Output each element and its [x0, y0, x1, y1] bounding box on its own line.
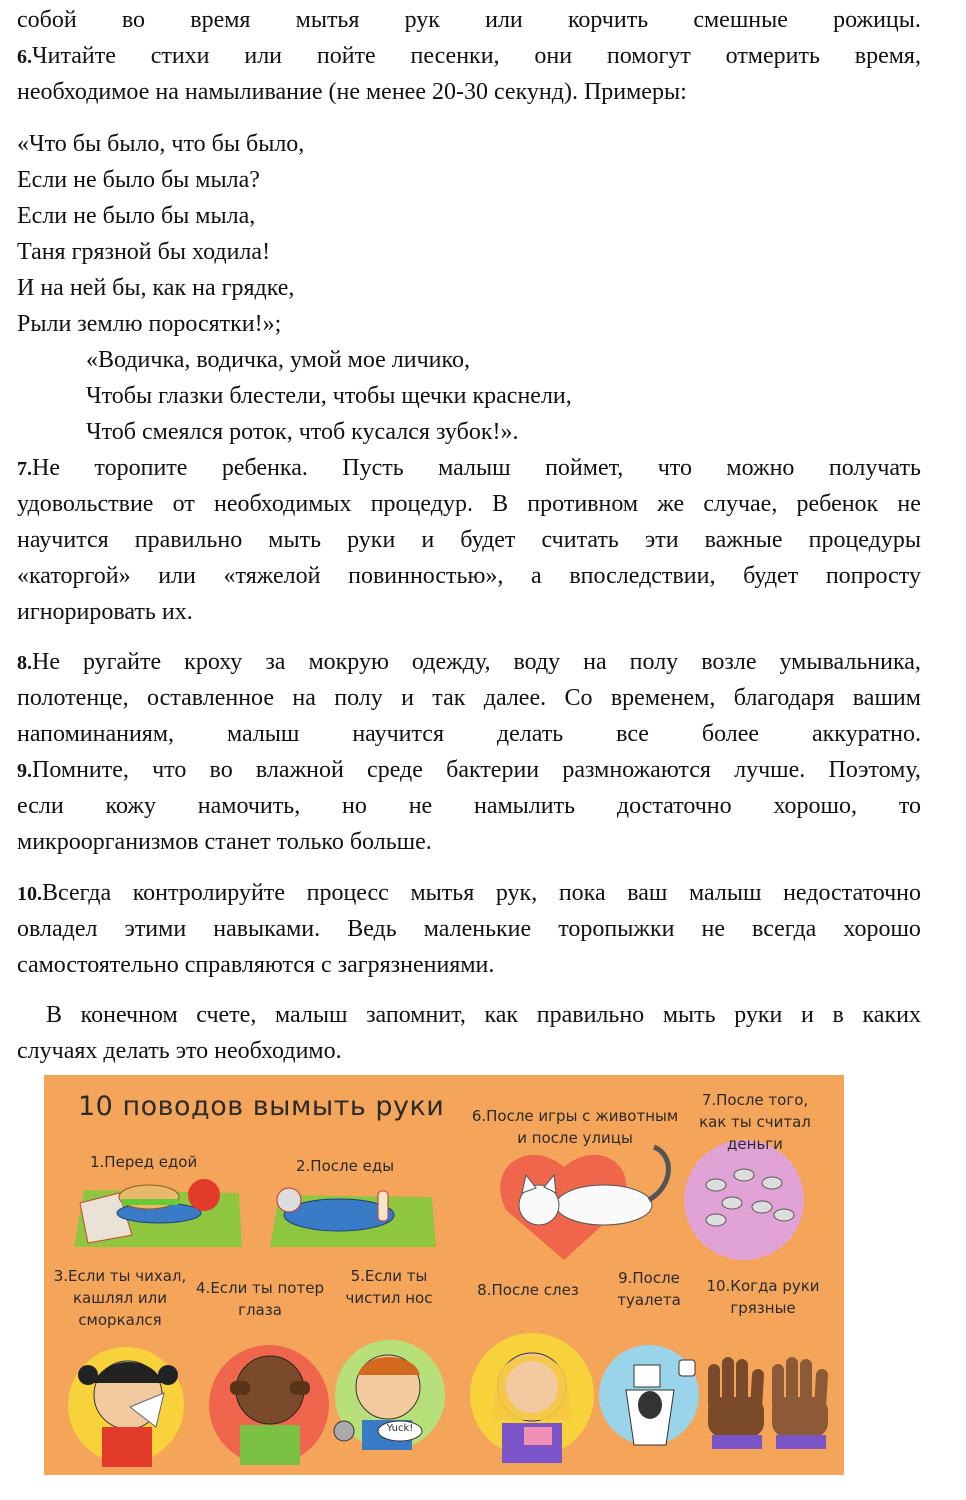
word: будет — [743, 563, 799, 589]
word: всегда — [752, 916, 817, 942]
word: на — [292, 685, 316, 711]
word: кроху — [184, 649, 243, 675]
word: же — [657, 491, 685, 517]
word: они — [534, 43, 573, 69]
word: мытья — [410, 880, 475, 906]
word-text: Всегда — [42, 880, 112, 906]
word-text: Читайте — [32, 43, 116, 69]
reason-7-label: 7.После того, как ты считал деньги — [699, 1091, 811, 1153]
word: намылить — [474, 793, 576, 819]
word: лучше. — [734, 757, 806, 783]
text-line — [17, 38, 921, 75]
word: «тяжелой — [223, 563, 321, 589]
text-line — [17, 522, 921, 558]
word: собой — [17, 7, 77, 33]
word: в — [832, 1002, 844, 1028]
word: напоминаниям, — [17, 721, 175, 747]
text-line: случаях делать это необходимо. — [17, 1038, 342, 1064]
word: недостаточно — [783, 880, 921, 906]
word: полу — [629, 649, 679, 675]
word: одежду, — [411, 649, 491, 675]
word: рожицы. — [833, 7, 921, 33]
word: аккуратно. — [811, 721, 921, 747]
word: смешные — [693, 7, 788, 33]
word: более — [701, 721, 760, 747]
word: вашим — [852, 685, 921, 711]
word: полу — [334, 685, 383, 711]
word: делать — [496, 721, 564, 747]
word: поймет, — [545, 455, 624, 481]
word: как — [484, 1002, 519, 1028]
word: полотенце, — [17, 685, 129, 711]
word: за — [265, 649, 286, 675]
text-line — [17, 486, 921, 522]
word: не — [897, 491, 921, 517]
toilet-illustration — [599, 1345, 699, 1445]
handwashing-infographic — [44, 1075, 844, 1475]
text-line: игнорировать их. — [17, 599, 193, 625]
word: В — [492, 491, 509, 517]
word: не — [701, 916, 725, 942]
word: противном — [527, 491, 639, 517]
reason-2-label: 2.После еды — [296, 1157, 395, 1175]
word: то — [898, 793, 921, 819]
word: навыками. — [213, 916, 321, 942]
text-line — [17, 680, 921, 716]
text-line: микроорганизмов станет только больше. — [17, 829, 432, 855]
word: или — [485, 7, 523, 33]
word: что — [152, 757, 187, 783]
poem-line: Чтобы глазки блестели, чтобы щечки краснели, — [86, 383, 572, 409]
word: и — [421, 527, 435, 553]
word: далее. — [483, 685, 547, 711]
text-line — [17, 752, 921, 789]
text-line — [17, 450, 921, 487]
text-line — [17, 2, 921, 38]
word: что — [657, 455, 692, 481]
reason-6-label: 6.После игры с животным и после улицы — [471, 1107, 679, 1147]
word: не — [408, 793, 433, 819]
word: временем, — [610, 685, 716, 711]
word: мокрую — [308, 649, 389, 675]
poem-line: Если не было бы мыла, — [17, 203, 256, 229]
boy-rubbing-eyes-illustration — [209, 1345, 329, 1465]
word: благодаря — [733, 685, 835, 711]
cat-illustration — [500, 1147, 668, 1260]
word: хорошо — [843, 916, 921, 942]
word: Поэтому, — [828, 757, 921, 783]
word-text: Помните, — [32, 757, 129, 783]
word: мыть — [268, 527, 322, 553]
word: маленькие — [423, 916, 532, 942]
yuck-speech-bubble: Yuck! — [386, 1423, 414, 1434]
text-line — [17, 716, 921, 752]
text-line — [17, 875, 921, 912]
word: влажной — [255, 757, 344, 783]
text-line — [17, 558, 921, 594]
word: научится — [352, 721, 444, 747]
word: Пусть — [342, 455, 404, 481]
word: впоследствии, — [569, 563, 716, 589]
word: если — [17, 793, 64, 819]
poem-line: Рыли землю поросятки!»; — [17, 311, 282, 337]
poem-line: Если не было бы мыла? — [17, 167, 260, 193]
text-line: самостоятельно справляются с загрязнениями. — [17, 952, 495, 978]
word: на — [583, 649, 607, 675]
item-number: 6. — [17, 46, 32, 68]
word: конечном — [80, 1002, 178, 1028]
word: хорошо, — [773, 793, 858, 819]
coins-illustration — [684, 1140, 804, 1260]
word: получать — [828, 455, 921, 481]
word: будет — [460, 527, 516, 553]
empty-plate-illustration — [270, 1188, 436, 1247]
word: попросту — [825, 563, 921, 589]
word: умывальника, — [779, 649, 921, 675]
word: и — [801, 1002, 814, 1028]
word: «каторгой» — [17, 563, 131, 589]
word: намочить, — [197, 793, 301, 819]
word: но — [342, 793, 367, 819]
word-text: Не — [32, 649, 60, 675]
poem-line: «Водичка, водичка, умой мое личико, — [86, 347, 470, 373]
word: торопите — [94, 455, 188, 481]
word: воду — [513, 649, 561, 675]
word: размножаются — [562, 757, 711, 783]
text-line — [17, 788, 921, 824]
word: время, — [854, 43, 921, 69]
word: малыш — [438, 455, 511, 481]
word: или — [158, 563, 196, 589]
infographic-title: 10 поводов вымыть руки — [78, 1091, 445, 1122]
word: ребенок — [796, 491, 879, 517]
reason-10-label: 10.Когда руки грязные — [706, 1277, 820, 1317]
word: малыш — [688, 880, 762, 906]
dirty-hands-illustration — [708, 1363, 828, 1449]
word: необходимых — [213, 491, 352, 517]
word: ругайте — [82, 649, 162, 675]
word: время — [190, 7, 251, 33]
word — [17, 875, 111, 912]
word: эти — [644, 527, 679, 553]
word: во — [209, 757, 233, 783]
reason-1-label: 1.Перед едой — [90, 1153, 198, 1171]
word: правильно — [536, 1002, 645, 1028]
word: малыш — [274, 1002, 348, 1028]
word: бактерии — [446, 757, 540, 783]
word: пока — [558, 880, 606, 906]
word: правильно — [134, 527, 243, 553]
word: процедур. — [370, 491, 473, 517]
text-line — [17, 911, 921, 947]
word: торопыжки — [558, 916, 675, 942]
poem-line: «Что бы было, что бы было, — [17, 131, 305, 157]
word: считать — [541, 527, 619, 553]
word: рук, — [495, 880, 538, 906]
word: удовольствие — [17, 491, 154, 517]
word: важные — [704, 527, 783, 553]
word-text: Не — [32, 455, 60, 481]
word: отмерить — [725, 43, 820, 69]
word: процесс — [306, 880, 389, 906]
word: ваш — [627, 880, 668, 906]
word: кожу — [105, 793, 156, 819]
word: повинностью», — [348, 563, 504, 589]
item-number: 8. — [17, 652, 32, 674]
text-line — [17, 644, 921, 681]
word — [17, 38, 116, 75]
word: а — [531, 563, 542, 589]
crying-girl-illustration — [470, 1333, 594, 1463]
text-line — [17, 997, 921, 1033]
item-number: 7. — [17, 458, 32, 480]
word: или — [244, 43, 283, 69]
word: малыш — [226, 721, 300, 747]
item-number: 10. — [17, 883, 42, 905]
reason-5-label: 5.Если ты чистил нос — [345, 1267, 433, 1307]
word: мытья — [295, 7, 360, 33]
word: этими — [124, 916, 187, 942]
word: песенки, — [410, 43, 500, 69]
word: рук — [404, 7, 440, 33]
word: корчить — [567, 7, 649, 33]
word: помогут — [606, 43, 691, 69]
word: стихи — [150, 43, 210, 69]
word: Со — [564, 685, 593, 711]
word: оставленное — [147, 685, 274, 711]
word: так — [432, 685, 466, 711]
reason-4-label: 4.Если ты потер глаза — [196, 1279, 324, 1319]
word — [17, 450, 60, 487]
word: контролируйте — [132, 880, 285, 906]
reason-9-label: 9.После туалета — [617, 1269, 681, 1309]
word: запомнит, — [366, 1002, 466, 1028]
word: можно — [726, 455, 795, 481]
word: овладел — [17, 916, 98, 942]
word: руки — [347, 527, 396, 553]
meal-illustration — [74, 1179, 242, 1247]
word: во — [121, 7, 146, 33]
reason-3-label: 3.Если ты чихал, кашлял или сморкался — [53, 1267, 187, 1329]
word: все — [616, 721, 649, 747]
word: счете, — [196, 1002, 257, 1028]
word: руки — [734, 1002, 783, 1028]
word: Ведь — [347, 916, 397, 942]
word: ребенка. — [221, 455, 308, 481]
word — [17, 644, 60, 681]
poem-line: Таня грязной бы ходила! — [17, 239, 271, 265]
word: случае, — [703, 491, 778, 517]
word — [17, 752, 129, 789]
poem-line: Чтоб смеялся роток, чтоб кусался зубок!». — [86, 419, 519, 445]
word: научится — [17, 527, 109, 553]
word: процедуры — [808, 527, 921, 553]
word: пойте — [316, 43, 376, 69]
word: каких — [862, 1002, 921, 1028]
word: мыть — [662, 1002, 716, 1028]
word: среде — [367, 757, 423, 783]
poem-line: И на ней бы, как на грядке, — [17, 275, 295, 301]
reason-8-label: 8.После слез — [477, 1281, 579, 1299]
sneezing-girl-illustration — [68, 1347, 184, 1467]
word: В — [46, 1002, 63, 1028]
item-number: 9. — [17, 760, 32, 782]
word: достаточно — [616, 793, 732, 819]
text-line: необходимое на намыливание (не менее 20-30 секунд). Примеры: — [17, 79, 687, 105]
word: возле — [701, 649, 757, 675]
word: от — [172, 491, 195, 517]
word: и — [401, 685, 414, 711]
